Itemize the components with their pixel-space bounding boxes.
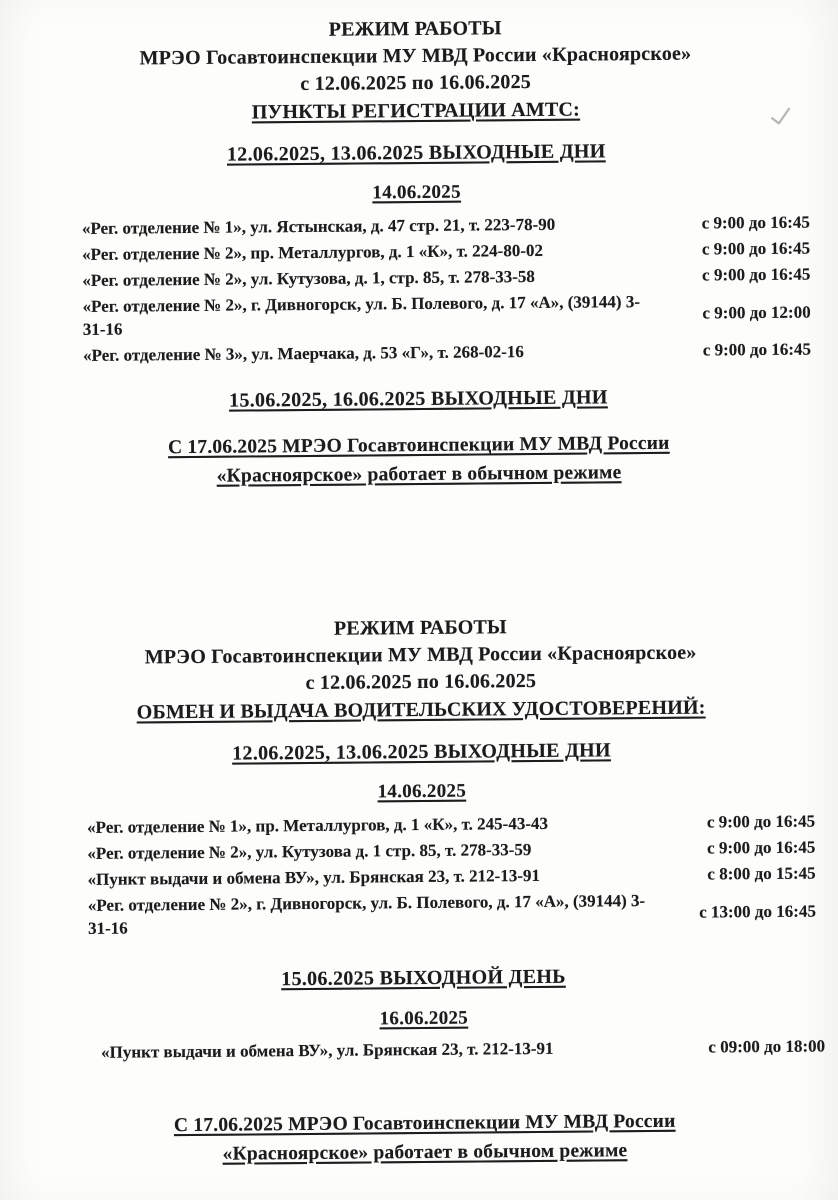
schedule-table <box>3 809 838 940</box>
office-address: «Рег. отделение № 2», ул. Кутузова д. 1 стр. 85, т. 278-33-59 <box>87 840 532 863</box>
date-heading-2: 16.06.2025 <box>379 1007 469 1030</box>
office-hours: с 09:00 до 18:00 <box>708 1036 826 1057</box>
schedule-row <box>82 237 810 266</box>
doc-org-line: МРЭО Госавтоинспекции МУ МВД России «Красноярское» <box>144 641 697 669</box>
footer-note <box>6 1105 838 1170</box>
office-hours: с 9:00 до 16:45 <box>706 811 816 832</box>
office-hours: с 9:00 до 16:45 <box>702 264 811 285</box>
doc-org-line: МРЭО Госавтоинспекции МУ МВД России «Красноярское» <box>139 42 692 70</box>
schedule-row <box>83 338 811 367</box>
footer-note-line: «Красноярское» работает в обычном режиме <box>222 1140 628 1165</box>
doc-date-range: с 12.06.2025 по 16.06.2025 <box>300 71 532 96</box>
doc-title: РЕЖИМ РАБОТЫ <box>333 616 507 640</box>
section-subject: ОБМЕН И ВЫДАЧА ВОДИТЕЛЬСКИХ УДОСТОВЕРЕНИЙ: <box>136 696 706 724</box>
office-hours: с 8:00 до 15:45 <box>707 863 816 884</box>
office-address: «Рег. отделение № 3», ул. Маерчака, д. 53 «Г», т. 268-02-16 <box>82 342 524 365</box>
footer-note-line: С 17.06.2025 МРЭО Госавтоинспекции МУ МВД России <box>173 1110 676 1137</box>
doc-title: РЕЖИМ РАБОТЫ <box>328 17 502 41</box>
schedule-row <box>82 211 810 240</box>
office-address: «Рег. отделение № 2», г. Дивногорск, ул. Б. Полевого, д. 17 «А», (39144) 3-31-16 <box>87 891 646 938</box>
office-address: «Пункт выдачи и обмена ВУ», ул. Брянская 23, т. 212-13-91 <box>101 1038 554 1062</box>
schedule-row <box>82 289 810 341</box>
weekend-heading-top: 12.06.2025, 13.06.2025 ВЫХОДНЫЕ ДНИ <box>232 739 611 765</box>
office-hours: с 9:00 до 16:45 <box>701 212 810 233</box>
office-address: «Рег. отделение № 1», ул. Ястынская, д. 47 стр. 21, т. 223-78-90 <box>81 214 556 238</box>
office-address: «Рег. отделение № 2», ул. Кутузова, д. 1, стр. 85, т. 278-33-58 <box>82 266 535 290</box>
office-hours: с 9:00 до 16:45 <box>701 238 811 259</box>
section-amts-registration <box>0 12 838 492</box>
date-heading: 14.06.2025 <box>377 780 467 803</box>
date-heading: 14.06.2025 <box>372 181 461 204</box>
office-address: «Рег. отделение № 1», пр. Металлургов, д. 1 «К», т. 245-43-43 <box>87 813 549 837</box>
office-hours: с 13:00 до 16:45 <box>699 901 816 922</box>
schedule-table <box>0 210 837 367</box>
office-hours: с 9:00 до 12:00 <box>702 302 811 323</box>
doc-date-range: с 12.06.2025 по 16.06.2025 <box>305 669 537 694</box>
weekend-heading-bottom: 15.06.2025, 16.06.2025 ВЫХОДНЫЕ ДНИ <box>228 386 608 412</box>
schedule-row <box>88 888 816 940</box>
schedule-row <box>87 810 815 839</box>
footer-note-line: С 17.06.2025 МРЭО Госавтоинспекции МУ МВД России <box>167 432 670 459</box>
footer-note-line: «Красноярское» работает в обычном режиме <box>216 462 622 487</box>
weekend-heading-mid: 15.06.2025 ВЫХОДНОЙ ДЕНЬ <box>281 965 566 991</box>
office-hours: с 9:00 до 16:45 <box>707 837 816 858</box>
schedule-row <box>101 1034 825 1063</box>
footer-note <box>0 427 838 492</box>
weekend-heading-top: 12.06.2025, 13.06.2025 ВЫХОДНЫЕ ДНИ <box>226 140 606 166</box>
office-address: «Рег. отделение № 2», г. Дивногорск, ул. Б. Полевого, д. 17 «А», (39144) 3-31-16 <box>82 292 641 339</box>
schedule-row <box>87 862 815 891</box>
office-address: «Пункт выдачи и обмена ВУ», ул. Брянская 23, т. 212-13-91 <box>87 865 541 889</box>
office-address: «Рег. отделение № 2», пр. Металлургов, д. 1 «К», т. 224-80-02 <box>82 240 544 264</box>
schedule-row <box>82 263 810 292</box>
schedule-row <box>87 836 815 865</box>
schedule-table <box>5 1034 838 1064</box>
office-hours: с 9:00 до 16:45 <box>702 339 812 360</box>
section-license-exchange <box>1 611 838 1170</box>
section-subject: ПУНКТЫ РЕГИСТРАЦИИ АМТС: <box>251 98 581 124</box>
